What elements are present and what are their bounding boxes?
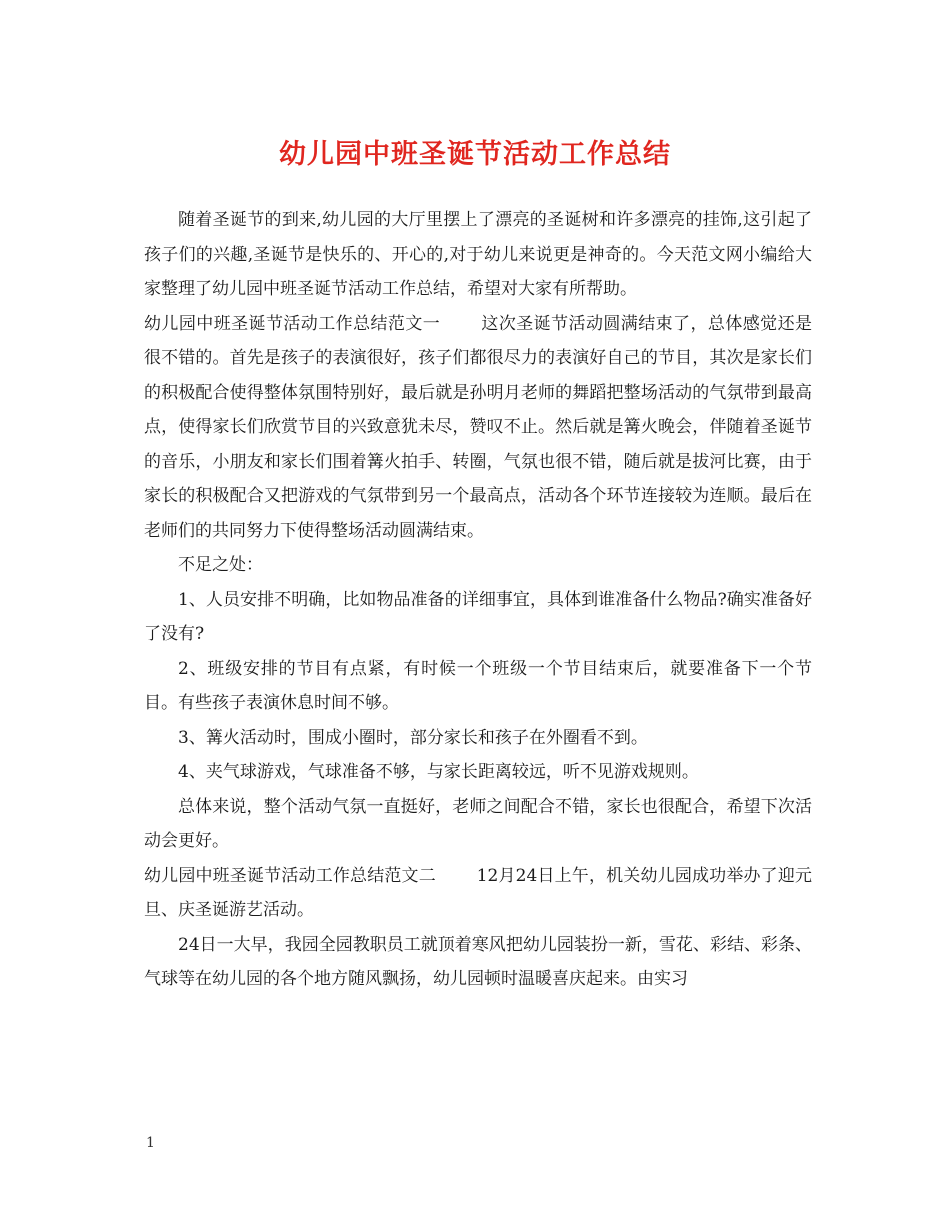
section2-text: 12月24日上午，机关幼儿园成功举办了迎元旦、庆圣诞游艺活动。	[144, 865, 813, 920]
section2-heading: 幼儿园中班圣诞节活动工作总结范文二	[144, 865, 436, 886]
intro-paragraph: 随着圣诞节的到来,幼儿园的大厅里摆上了漂亮的圣诞树和许多漂亮的挂饰,这引起了孩子们的兴趣,圣诞节是快乐的、开心的,对于幼儿来说更是神奇的。今天范文网小编给大家整理了幼儿园中班圣诞节活动工作总结，希望对大家有所帮助。	[144, 210, 812, 299]
shortcoming-item-2: 2、班级安排的节目有点紧，有时候一个班级一个节目结束后，就要准备下一个节目。有些孩子表演休息时间不够。	[144, 658, 812, 713]
section1-paragraph	[144, 307, 812, 549]
page-title: 幼儿园中班圣诞节活动工作总结	[279, 139, 671, 170]
shortcoming-item-1: 1、人员安排不明确，比如物品准备的详细事宜，具体到谁准备什么物品?确实准备好了没有?	[144, 589, 812, 644]
conclusion-paragraph: 总体来说，整个活动气氛一直挺好，老师之间配合不错，家长也很配合，希望下次活动会更好。	[144, 796, 812, 851]
section1-text: 这次圣诞节活动圆满结束了，总体感觉还是很不错的。首先是孩子的表演很好，孩子们都很尽力的表演好自己的节目，其次是家长们的积极配合使得整体氛围特别好，最后就是孙明月老师的舞蹈把整场活动的气氛带到最高点，使得家长们欣赏节目的兴致意犹未尽，赞叹不止。然后就是篝火晚会，伴随着圣诞节的音乐，小朋友和家长们围着篝火拍手、转圈，气氛也很不错，随后就是拔河比赛，由于家长的积极配合又把游戏的气氛带到另一个最高点，活动各个环节连接较为连顺。最后在老师们的共同努力下使得整场活动圆满结束。	[144, 313, 813, 541]
section2-body-paragraph: 24日一大早，我园全园教职员工就顶着寒风把幼儿园装扮一新，雪花、彩结、彩条、气球等在幼儿园的各个地方随风飘扬，幼儿园顿时温暖喜庆起来。由实习	[144, 934, 812, 989]
shortcoming-item-3: 3、篝火活动时，围成小圈时，部分家长和孩子在外圈看不到。	[178, 727, 648, 748]
document-body	[144, 203, 812, 997]
shortcoming-item-4: 4、夹气球游戏，气球准备不够，与家长距离较远，听不见游戏规则。	[178, 762, 699, 782]
page-number: 1	[146, 1135, 155, 1151]
section2-paragraph	[144, 859, 812, 928]
shortcomings-label: 不足之处：	[178, 555, 263, 575]
section1-heading: 幼儿园中班圣诞节活动工作总结范文一	[144, 313, 441, 334]
